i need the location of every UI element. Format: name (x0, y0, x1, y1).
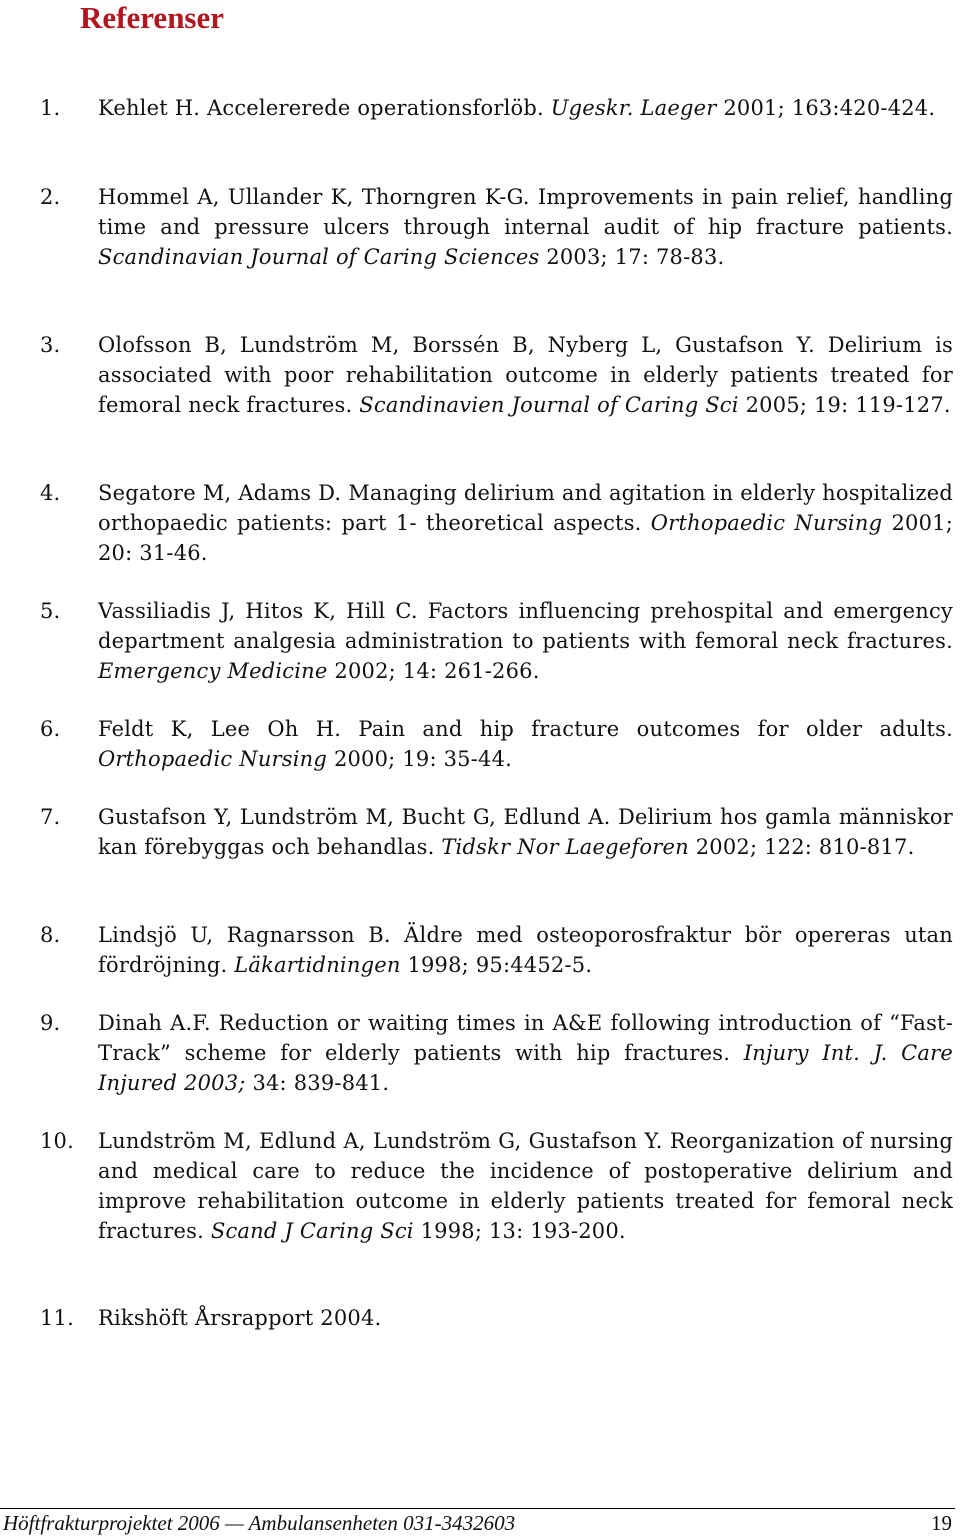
journal-name: Scandinavian Journal of Caring Sciences (98, 245, 540, 269)
reference-text: Hommel A, Ullander K, Thorngren K-G. Improvements in pain relief, handling time and pressure ulcers through internal audit of hip fracture patients. Scandinavian Journal of Caring Sciences 2003; 17: 78-83. (98, 185, 953, 269)
reference-text: Vassiliadis J, Hitos K, Hill C. Factors influencing prehospital and emergency department analgesia administration to patients with femoral neck fractures. Emergency Medicine 2002; 14: 261-266. (98, 599, 953, 683)
reference-text: Dinah A.F. Reduction or waiting times in A&E following introduction of “Fast-Track” scheme for elderly patients with hip fractures. Injury Int. J. Care Injured 2003; 34: 839-841. (98, 1011, 953, 1095)
reference-number: 6. (40, 717, 61, 741)
reference-number: 3. (40, 333, 61, 357)
page-number: 19 (931, 1511, 952, 1535)
journal-name: Orthopaedic Nursing (98, 747, 328, 771)
journal-name: Emergency Medicine (98, 659, 328, 683)
journal-name: Orthopaedic Nursing (650, 511, 883, 535)
reference-text: Kehlet H. Accelererede operationsforlöb. Ugeskr. Laeger 2001; 163:420-424. (98, 96, 936, 120)
reference-text: Rikshöft Årsrapport 2004. (98, 1306, 382, 1330)
journal-name: Läkartidningen (234, 953, 401, 977)
page-footer (0, 1508, 960, 1535)
journal-name: Ugeskr. Laeger (550, 96, 717, 120)
reference-text: Lindsjö U, Ragnarsson B. Äldre med osteoporosfraktur bör opereras utan fördröjning. Läkartidningen 1998; 95:4452-5. (98, 923, 953, 977)
footer-divider (0, 1508, 955, 1509)
reference-number: 1. (40, 96, 61, 120)
page-title: Referenser (80, 0, 225, 35)
reference-text: Feldt K, Lee Oh H. Pain and hip fracture outcomes for older adults. Orthopaedic Nursing 2000; 19: 35-44. (98, 717, 953, 771)
reference-number: 2. (40, 185, 61, 209)
reference-number: 10. (40, 1129, 74, 1153)
reference-number: 8. (40, 923, 61, 947)
reference-text: Olofsson B, Lundström M, Borssén B, Nyberg L, Gustafson Y. Delirium is associated with poor rehabilitation outcome in elderly patients treated for femoral neck fractures. Scandinavien Journal of Caring Sci 2005; 19: 119-127. (98, 333, 953, 417)
reference-number: 11. (40, 1306, 74, 1330)
reference-number: 7. (40, 805, 61, 829)
journal-name: Tidskr Nor Laegeforen (441, 835, 689, 859)
reference-number: 4. (40, 481, 61, 505)
reference-text: Gustafson Y, Lundström M, Bucht G, Edlund A. Delirium hos gamla människor kan förebyggas och behandlas. Tidskr Nor Laegeforen 2002; 122: 810-817. (98, 805, 953, 859)
reference-number: 5. (40, 599, 61, 623)
journal-name: Injury Int. J. Care Injured 2003; (98, 1041, 953, 1095)
journal-name: Scandinavien Journal of Caring Sci (359, 393, 739, 417)
reference-number: 9. (40, 1011, 61, 1035)
journal-name: Scand J Caring Sci (210, 1219, 414, 1243)
footer-text: Höftfrakturprojektet 2006 — Ambulansenheten 031-3432603 (3, 1511, 516, 1535)
reference-text: Lundström M, Edlund A, Lundström G, Gustafson Y. Reorganization of nursing and medical care to reduce the incidence of postoperative delirium and improve rehabilitation outcome in elderly patients treated for femoral neck fractures. Scand J Caring Sci 1998; 13: 193-200. (98, 1129, 953, 1243)
reference-text: Segatore M, Adams D. Managing delirium and agitation in elderly hospitalized orthopaedic patients: part 1- theoretical aspects. Orthopaedic Nursing 2001; 20: 31-46. (98, 481, 953, 565)
